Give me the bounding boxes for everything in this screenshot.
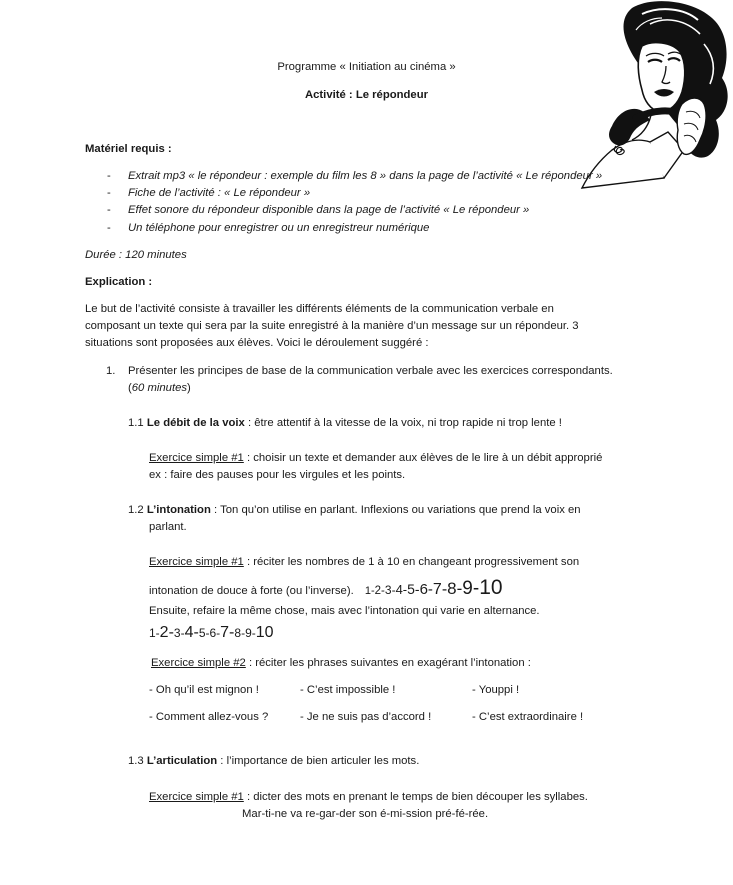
step-number: 1. <box>106 365 116 377</box>
explication-heading: Explication : <box>85 276 153 288</box>
phrase: - Oh qu’il est mignon ! <box>149 684 259 696</box>
explication-line: composant un texte qui sera par la suite enregistré à la manière d’un message sur un répondeur. 3 <box>85 320 579 332</box>
syllable-example: Mar-ti-ne va re-gar-der son é-mi-ssion pré-fé-rée. <box>242 808 489 820</box>
phrase: - Je ne suis pas d’accord ! <box>300 711 432 723</box>
exercise-1-3: Exercice simple #1 : dicter des mots en prenant le temps de bien découper les syllabes. <box>149 791 588 803</box>
section-1-2-line2: parlant. <box>149 521 187 533</box>
activity-title: Activité : Le répondeur <box>304 89 429 101</box>
phrase: - C’est extraordinaire ! <box>472 711 584 723</box>
materiel-heading: Matériel requis : <box>85 143 172 155</box>
explication-line: Le but de l’activité consiste à travailler les différents éléments de la communication verbale en <box>85 303 554 315</box>
crescendo-sequence: 1-2-3-4-5-6-7-8-9-10 <box>364 576 503 599</box>
exercise-1-2-1-line2: intonation de douce à forte (ou l’inverse). 1-2-3-4-5-6-7-8-9-10 <box>149 576 503 599</box>
section-1-2-heading: 1.2 L’intonation : Ton qu’on utilise en parlant. Inflexions ou variations que prend la voix en <box>128 504 581 516</box>
exercise-1-1: Exercice simple #1 : choisir un texte et demander aux élèves de le lire à un débit approprié <box>149 452 603 464</box>
phrase: - C’est impossible ! <box>300 684 396 696</box>
step1-duration: (60 minutes) <box>128 382 191 394</box>
materiel-item: Fiche de l’activité : « Le répondeur » <box>128 187 311 199</box>
materiel-item: Un téléphone pour enregistrer ou un enregistreur numérique <box>128 222 430 234</box>
program-title: Programme « Initiation au cinéma » <box>277 61 456 73</box>
materiel-item: Extrait mp3 « le répondeur : exemple du film les 8 » dans la page de l’activité « Le répondeur » <box>128 170 603 182</box>
exercise-1-2-1: Exercice simple #1 : réciter les nombres de 1 à 10 en changeant progressivement son <box>149 556 580 568</box>
explication-line: situations sont proposées aux élèves. Voici le déroulement suggéré : <box>85 337 429 349</box>
phrase: - Youppi ! <box>472 684 520 696</box>
section-1-3-heading: 1.3 L’articulation : l’importance de bien articuler les mots. <box>128 755 420 767</box>
alternating-sequence: 1-2-3-4-5-6-7-8-9-10 <box>149 624 274 641</box>
exercise-1-1-line2: ex : faire des pauses pour les virgules et les points. <box>149 469 406 481</box>
step1-text: Présenter les principes de base de la communication verbale avec les exercices correspondants. <box>128 365 613 377</box>
duree: Durée : 120 minutes <box>85 249 187 261</box>
exercise-1-2-1-line3: Ensuite, refaire la même chose, mais avec l’intonation qui varie en alternance. <box>149 605 540 617</box>
section-1-1-heading: 1.1 Le débit de la voix : être attentif à la vitesse de la voix, ni trop rapide ni trop lente ! <box>128 417 562 429</box>
materiel-item: Effet sonore du répondeur disponible dans la page de l’activité « Le répondeur » <box>128 204 530 216</box>
exercise-1-2-2: Exercice simple #2 : réciter les phrases suivantes en exagérant l’intonation : <box>151 657 531 669</box>
phrase: - Comment allez-vous ? <box>149 711 269 723</box>
